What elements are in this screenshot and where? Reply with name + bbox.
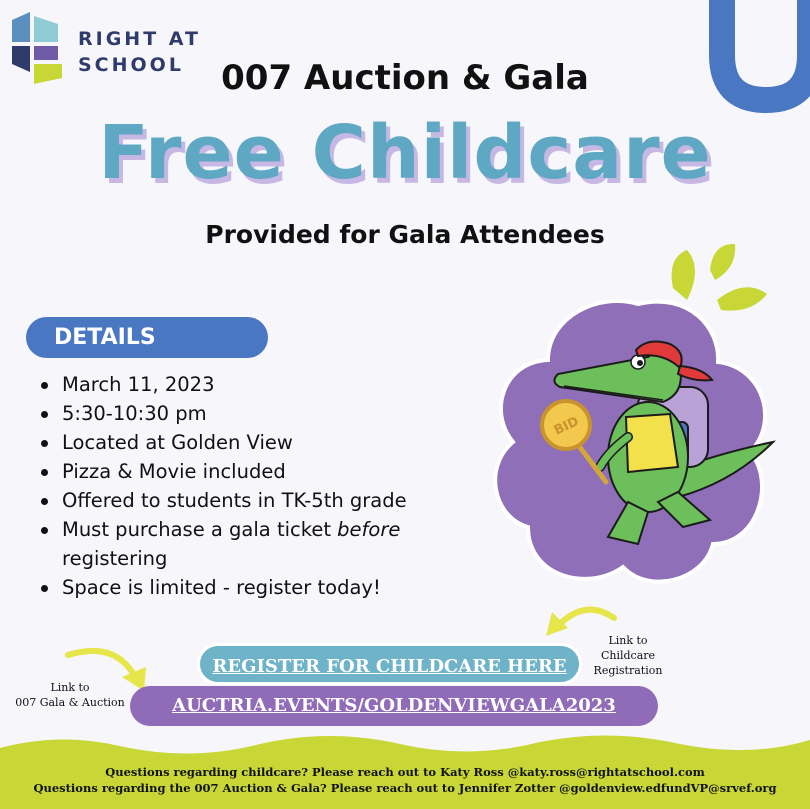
register-childcare-button[interactable]: REGISTER FOR CHILDCARE HERE [197,643,582,685]
event-title: 007 Auction & Gala [221,58,589,98]
details-item-space: Space is limited - register today! [38,573,468,602]
details-item-ticket [38,515,468,573]
details-item-date: March 11, 2023 [38,370,468,399]
ticket-text-emphasis: before [337,518,401,541]
register-link-note: Link to Childcare Registration [593,634,663,677]
details-item-grades: Offered to students in TK-5th grade [38,486,468,515]
footer-gala-contact: Questions regarding the 007 Auction & Gala? Please reach out to Jennifer Zotter @goldenview.edfundVP@srvef.org [33,781,777,795]
details-list [38,370,468,602]
brand-name-line1: RIGHT AT [78,28,201,50]
details-heading: DETAILS [26,317,268,358]
details-item-food: Pizza & Movie included [38,457,468,486]
subtitle: Provided for Gala Attendees [205,220,605,249]
ticket-text-end: registering [62,547,168,570]
footer-contact [0,764,810,796]
headline: Free Childcare [98,110,712,196]
auctria-gala-link[interactable]: AUCTRIA.EVENTS/GOLDENVIEWGALA2023 [130,686,658,726]
details-item-time: 5:30-10:30 pm [38,399,468,428]
footer-childcare-contact: Questions regarding childcare? Please reach out to Katy Ross @katy.ross@rightatschool.com [105,765,705,779]
ticket-text-start: Must purchase a gala ticket [62,518,338,541]
auctria-link-note: Link to 007 Gala & Auction [15,681,125,709]
details-item-location: Located at Golden View [38,428,468,457]
mascot-illustration [488,282,778,592]
bid-paddle-text: BID [551,414,582,439]
brand-name-line2: SCHOOL [78,54,184,76]
